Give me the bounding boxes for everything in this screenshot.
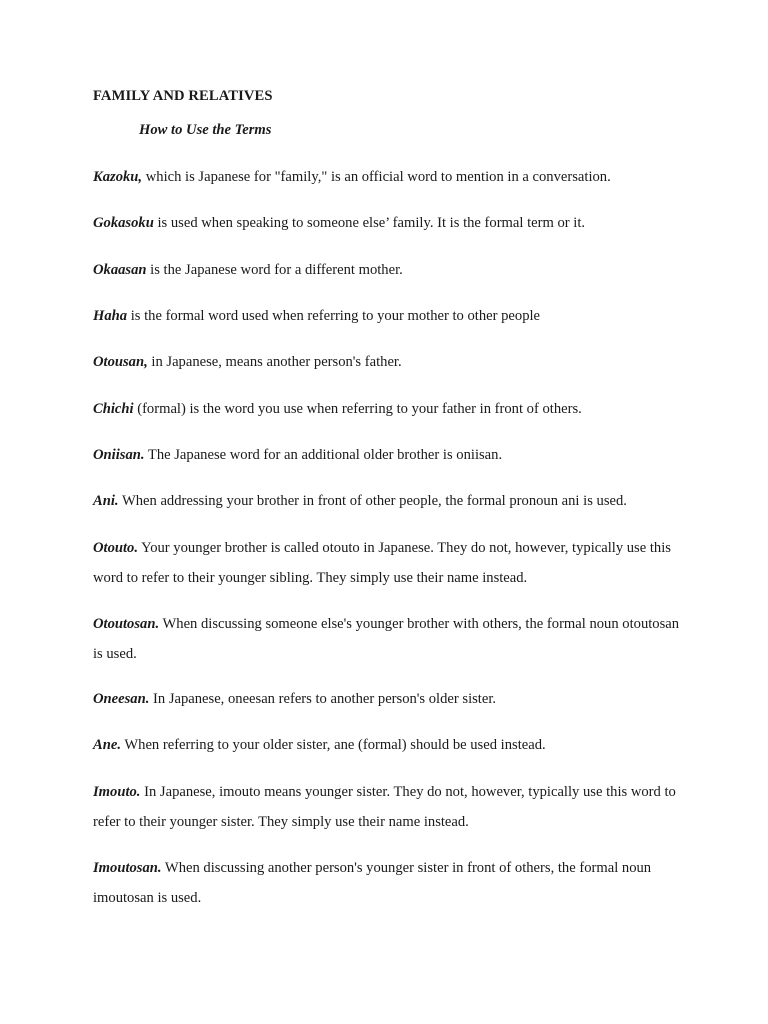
entry-text: (formal) is the word you use when referring to your father in front of others. xyxy=(133,401,582,417)
entry-text: When discussing another person's younger sister in front of others, the formal noun imoutosan is used. xyxy=(93,860,652,906)
entry-text: is used when speaking to someone else’ family. It is the formal term or it. xyxy=(153,215,586,231)
entry-term: Otousan, xyxy=(93,354,148,370)
entry-ani xyxy=(93,487,683,517)
entry-term: Okaasan xyxy=(93,262,147,278)
section-subtitle: How to Use the Terms xyxy=(139,122,272,138)
page-title: FAMILY AND RELATIVES xyxy=(93,88,273,104)
entry-term: Otouto. xyxy=(93,540,139,556)
entry-text: In Japanese, imouto means younger sister. They do not, however, typically use this word to refer to their younger sister. They simply use their name instead. xyxy=(93,784,676,830)
entry-otousan xyxy=(93,348,683,378)
entry-term: Otoutosan. xyxy=(93,616,160,632)
entry-imoutosan xyxy=(93,854,683,913)
entry-oneesan xyxy=(93,685,683,715)
entry-imouto xyxy=(93,778,683,837)
entry-text: in Japanese, means another person's father. xyxy=(147,354,402,370)
entry-text: is the Japanese word for a different mother. xyxy=(146,262,403,278)
entry-gokasoku xyxy=(93,209,683,239)
entry-term: Kazoku, xyxy=(93,169,143,185)
entry-term: Oniisan. xyxy=(93,447,145,463)
entry-term: Oneesan. xyxy=(93,691,150,707)
entry-term: Imouto. xyxy=(93,784,141,800)
entry-text: In Japanese, oneesan refers to another person's older sister. xyxy=(149,691,497,707)
entry-haha xyxy=(93,302,683,332)
entry-term: Ane. xyxy=(93,737,121,753)
entry-term: Ani. xyxy=(93,493,119,509)
entry-kazoku xyxy=(93,163,683,193)
entry-text: When addressing your brother in front of other people, the formal pronoun ani is used. xyxy=(118,493,627,509)
entry-ane xyxy=(93,731,683,761)
entry-text: Your younger brother is called otouto in Japanese. They do not, however, typically use this word to refer to their younger sibling. They simply use their name instead. xyxy=(93,540,671,586)
entry-otoutosan xyxy=(93,610,683,669)
entry-term: Gokasoku xyxy=(93,215,154,231)
entry-term: Chichi xyxy=(93,401,134,417)
entry-text: which is Japanese for "family," is an official word to mention in a conversation. xyxy=(142,169,611,185)
entry-chichi xyxy=(93,395,683,425)
entry-text: is the formal word used when referring to your mother to other people xyxy=(127,308,541,324)
entry-otouto xyxy=(93,534,683,593)
entry-term: Haha xyxy=(93,308,128,324)
entry-text: When discussing someone else's younger brother with others, the formal noun otoutosan is used. xyxy=(93,616,680,662)
entry-text: The Japanese word for an additional older brother is oniisan. xyxy=(144,447,503,463)
entry-term: Imoutosan. xyxy=(93,860,162,876)
entry-text: When referring to your older sister, ane (formal) should be used instead. xyxy=(120,737,546,753)
entry-okaasan xyxy=(93,256,683,286)
entry-oniisan xyxy=(93,441,683,471)
